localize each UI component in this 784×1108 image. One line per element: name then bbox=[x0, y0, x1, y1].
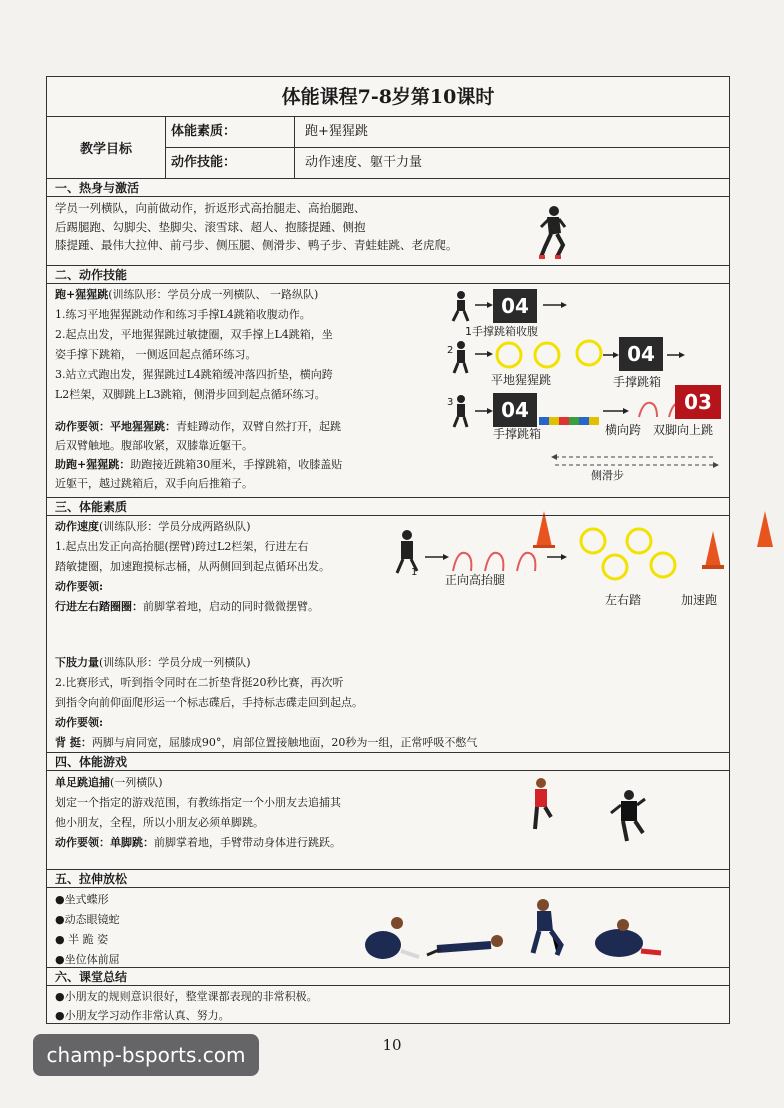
page-title: 体能课程7-8岁第10课时 bbox=[47, 77, 729, 117]
stretch-list bbox=[55, 890, 120, 970]
page-number: 10 bbox=[382, 1036, 402, 1054]
diagram-caption: 手撑跳箱 bbox=[613, 375, 662, 389]
diagram-number: 1 bbox=[411, 567, 418, 578]
game-text: 单足跳追捕(一列横队) 划定一个指定的游戏范围，有教练指定一个小朋友去追捕其 他小朋友，全程，所以小朋友必须单脚跳。 动作要领：单脚跳：前脚掌着地，手臂带动身体进行跳跃。 bbox=[55, 776, 341, 849]
goal-value: 动作速度、躯干力量 bbox=[305, 155, 423, 170]
diagram-caption: 1手撑跳箱收腹 bbox=[465, 325, 538, 338]
diagram-caption: 手撑跳箱 bbox=[493, 427, 542, 441]
cone-icon bbox=[757, 511, 773, 547]
goal-row-skill bbox=[165, 148, 729, 178]
watermark-badge: champ-bsports.com bbox=[33, 1034, 259, 1076]
section-warmup-heading: 一、热身与激活 bbox=[47, 179, 729, 197]
diagram-number: 2 bbox=[447, 345, 454, 356]
section-fitness-heading: 三、体能素质 bbox=[47, 498, 729, 516]
goal-value: 跑+猩猩跳 bbox=[305, 124, 368, 139]
diagram-number: 3 bbox=[447, 397, 454, 408]
teaching-goals bbox=[47, 117, 729, 179]
diagram-caption: 双脚向上跳 bbox=[653, 423, 714, 437]
diagram-caption: 左右踏 bbox=[605, 593, 642, 607]
box-label: 04 bbox=[501, 294, 529, 318]
skill-key-points: 动作要领：平地猩猩跳：青蛙蹲动作，双臂自然打开，起跳 后双臂触地。腹部收紧，双膝靠近躯干。 助跑+猩猩跳：助跑接近跳箱30厘米，手撑跳箱，收膝盖贴 近躯干，越过跳箱后，双手向后推箱子。 bbox=[55, 420, 343, 490]
stretch-poses-icon bbox=[361, 895, 661, 967]
fitness-speed-text: 动作速度(训练队形：学员分成两路纵队) 1.起点出发正向高抬腿(摆臂)跨过L2栏架，行进左右 踏敏捷圈，加速跑摸标志桶，从两侧回到起点循环出发。 动作要领: 行进左右踏圈圈：前脚掌着地，启动的同时微微摆臂。 bbox=[55, 520, 330, 613]
skill-text: 跑+猩猩跳(训练队形：学员分成一列横队、 一路纵队) 1.练习平地猩猩跳动作和练习手撑L4跳箱收腹动作。 2.起点出发，平地猩猩跳过敏捷圈，双手撑上L4跳箱，坐 姿手撑下跳箱， 一侧返回起点循环练习。 3.站立式跑出发，猩猩跳过L4跳箱缓冲落四折垫，横向跨 L2栏架，双脚跳上L3跳箱，侧滑步回到起点循环练习。 bbox=[55, 288, 333, 401]
runner-figure-icon bbox=[537, 205, 567, 263]
list-item: ●坐式蝶形 bbox=[55, 893, 109, 906]
hopping-children-icon bbox=[525, 777, 655, 857]
list-item: ●坐位体前屈 bbox=[55, 953, 120, 966]
summary-list bbox=[55, 987, 318, 1025]
list-item: ●小朋友学习动作非常认真、努力。 bbox=[55, 1009, 230, 1022]
fitness-strength-text: 下肢力量(训练队形：学员分成一列横队) 2.比赛形式，听到指令同时在二折垫背挺20秒比赛，再次听 到指令向前仰面爬形运一个标志碟后，手持标志碟走回到起点。 动作要领: 背 挺：两脚与肩同宽，屈膝成90°，肩部位置接触地面，20秒为一组，正常呼吸不憋气 bbox=[55, 656, 478, 749]
goals-label: 教学目标 bbox=[47, 117, 166, 178]
box-label: 04 bbox=[501, 398, 529, 422]
diagram-caption: 加速跑 bbox=[681, 593, 718, 607]
goal-key: 动作技能： bbox=[165, 148, 295, 178]
box-label-red: 03 bbox=[675, 385, 721, 419]
speed-diagram bbox=[387, 527, 727, 607]
diagram-caption: 正向高抬腿 bbox=[445, 573, 506, 587]
box-label: 04 bbox=[627, 342, 655, 366]
goal-key: 体能素质： bbox=[165, 117, 295, 147]
section-summary-heading: 六、课堂总结 bbox=[47, 968, 729, 986]
warmup-text: 学员一列横队，向前做动作，折返形式高抬腿走、高抬腿跑、 后踢腿跑、勾脚尖、垫脚尖、滚雪球、超人、抱膝提踵、侧抱 膝提踵、最伟大拉伸、前弓步、侧压腿、侧滑步、鸭子步、青蛙蛙跳、老虎爬。 bbox=[55, 201, 458, 252]
list-item: ●动态眼镜蛇 bbox=[55, 913, 120, 926]
diagram-caption: 横向跨 bbox=[605, 423, 642, 437]
diagram-caption: 平地猩猩跳 bbox=[491, 373, 552, 387]
list-item: ●小朋友的规则意识很好，整堂课都表现的非常积极。 bbox=[55, 990, 318, 1003]
section-skill-heading: 二、动作技能 bbox=[47, 266, 729, 284]
diagram-caption: 侧滑步 bbox=[591, 469, 624, 482]
goal-row-physical bbox=[165, 117, 729, 148]
list-item: ● 半 跪 姿 bbox=[55, 933, 109, 946]
section-stretch-heading: 五、拉伸放松 bbox=[47, 870, 729, 888]
runner-icon bbox=[453, 291, 468, 321]
side-step-arrows bbox=[551, 453, 719, 483]
lesson-plan-document bbox=[46, 76, 730, 1024]
section-game-heading: 四、体能游戏 bbox=[47, 753, 729, 771]
